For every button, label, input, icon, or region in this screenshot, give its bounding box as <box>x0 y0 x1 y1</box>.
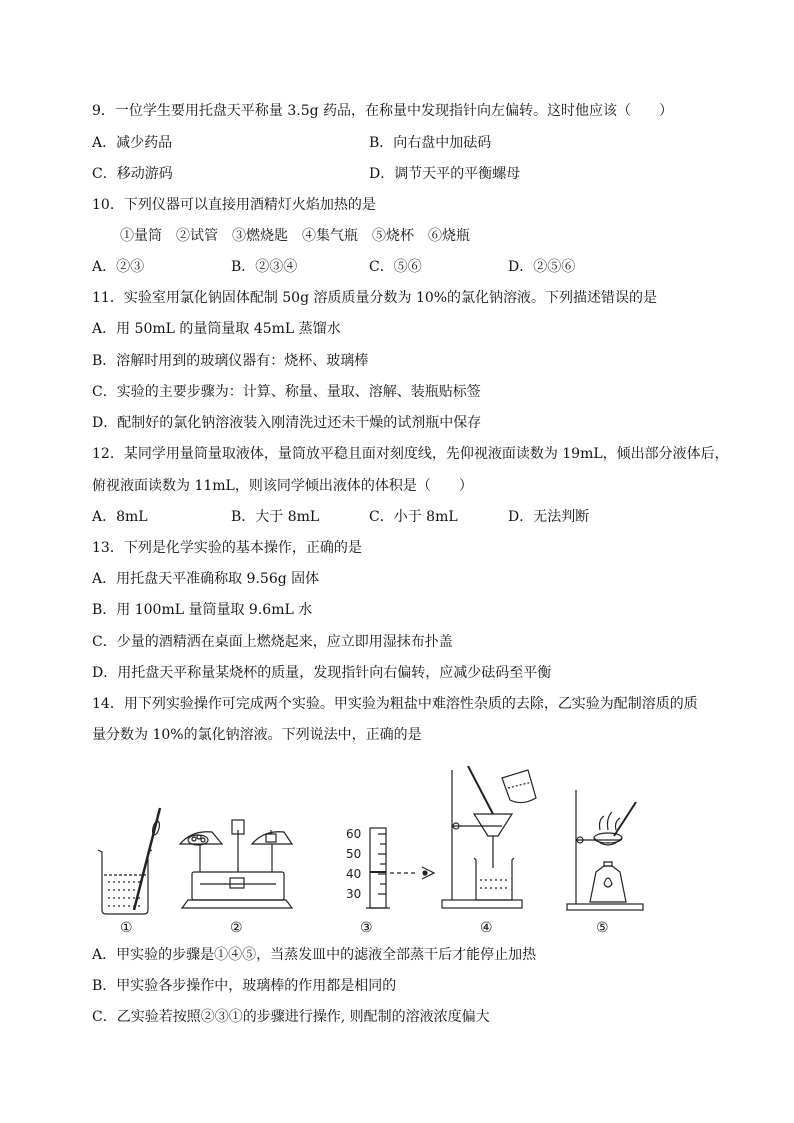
q10-option-b[interactable]: B．②③④ <box>231 259 298 275</box>
figure-label-3: ③ <box>360 920 373 936</box>
q14-option-c[interactable]: C．乙实验若按照②③①的步骤进行操作, 则配制的溶液浓度偏大 <box>92 1009 490 1025</box>
q14-option-b[interactable]: B．甲实验各步操作中，玻璃棒的作用都是相同的 <box>92 978 397 994</box>
q10-option-a[interactable]: A．②③ <box>92 259 145 275</box>
q12-stem-line2: 俯视液面读数为 11mL，则该同学倾出液体的体积是（ ） <box>92 478 473 494</box>
q9-option-b[interactable]: B．向右盘中加砝码 <box>369 135 492 151</box>
q9-option-d[interactable]: D．调节天平的平衡螺母 <box>369 166 521 182</box>
graduated-cylinder-illustration <box>366 828 434 908</box>
figure-label-4: ④ <box>480 920 493 936</box>
q12-option-b[interactable]: B．大于 8mL <box>231 509 320 525</box>
figure-label-2: ② <box>230 920 243 936</box>
q12-option-d[interactable]: D．无法判断 <box>508 509 590 525</box>
balance-illustration <box>180 820 292 908</box>
q12-stem-line1: 12．某同学用量筒量取液体，量筒放平稳且面对刻度线，先仰视液面读数为 19mL，倾出部分液体后， <box>92 446 729 462</box>
q11-option-c[interactable]: C．实验的主要步骤为：计算、称量、量取、溶解、装瓶贴标签 <box>92 384 481 400</box>
q14-stem-line1: 14．用下列实验操作可完成两个实验。甲实验为粗盐中难溶性杂质的去除，乙实验为配制溶质的质 <box>92 696 698 712</box>
q10-stem: 10．下列仪器可以直接用酒精灯火焰加热的是 <box>92 197 376 213</box>
q13-stem: 13．下列是化学实验的基本操作，正确的是 <box>92 540 362 556</box>
q13-option-d[interactable]: D．用托盘天平称量某烧杯的质量，发现指针向右偏转，应减少砝码至平衡 <box>92 665 552 681</box>
q10-option-c[interactable]: C．⑤⑥ <box>369 259 422 275</box>
q13-option-b[interactable]: B．用 100mL 量筒量取 9.6mL 水 <box>92 602 313 618</box>
q9-option-a[interactable]: A．减少药品 <box>92 135 173 151</box>
q12-option-a[interactable]: A．8mL <box>92 509 148 525</box>
q11-option-d[interactable]: D．配制好的氯化钠溶液装入刚清洗过还未干燥的试剂瓶中保存 <box>92 415 482 431</box>
filtration-illustration <box>442 766 536 908</box>
evaporation-illustration <box>567 790 643 910</box>
q14-stem-line2: 量分数为 10%的氯化钠溶液。下列说法中，正确的是 <box>92 727 422 743</box>
q9-stem: 9．一位学生要用托盘天平称量 3.5g 药品，在称量中发现指针向左偏转。这时他应该（ ） <box>92 103 674 119</box>
q9-option-c[interactable]: C．移动游码 <box>92 166 173 182</box>
q12-option-c[interactable]: C．小于 8mL <box>369 509 458 525</box>
q11-option-b[interactable]: B．溶解时用到的玻璃仪器有：烧杯、玻璃棒 <box>92 353 369 369</box>
q11-option-a[interactable]: A．用 50mL 的量筒量取 45mL 蒸馏水 <box>92 321 341 337</box>
q10-items: ①量筒 ②试管 ③燃烧匙 ④集气瓶 ⑤烧杯 ⑥烧瓶 <box>120 228 470 244</box>
beaker-stir-illustration <box>98 808 161 914</box>
cylinder-tick-30: 30 <box>346 887 362 901</box>
q13-option-a[interactable]: A．用托盘天平准确称取 9.56g 固体 <box>92 571 320 587</box>
q10-option-d[interactable]: D．②⑤⑥ <box>508 259 576 275</box>
figure-label-1: ① <box>120 920 133 936</box>
cylinder-tick-40: 40 <box>346 867 362 881</box>
q11-stem: 11．实验室用氯化钠固体配制 50g 溶质质量分数为 10%的氯化钠溶液。下列描述错误的是 <box>92 290 658 306</box>
q14-option-a[interactable]: A．甲实验的步骤是①④⑤，当蒸发皿中的滤液全部蒸干后才能停止加热 <box>92 947 537 963</box>
cylinder-tick-50: 50 <box>346 847 362 861</box>
figure-label-5: ⑤ <box>596 920 609 936</box>
cylinder-tick-60: 60 <box>346 827 362 841</box>
experiment-figure <box>92 760 652 940</box>
q13-option-c[interactable]: C．少量的酒精洒在桌面上燃烧起来，应立即用湿抹布扑盖 <box>92 634 453 650</box>
